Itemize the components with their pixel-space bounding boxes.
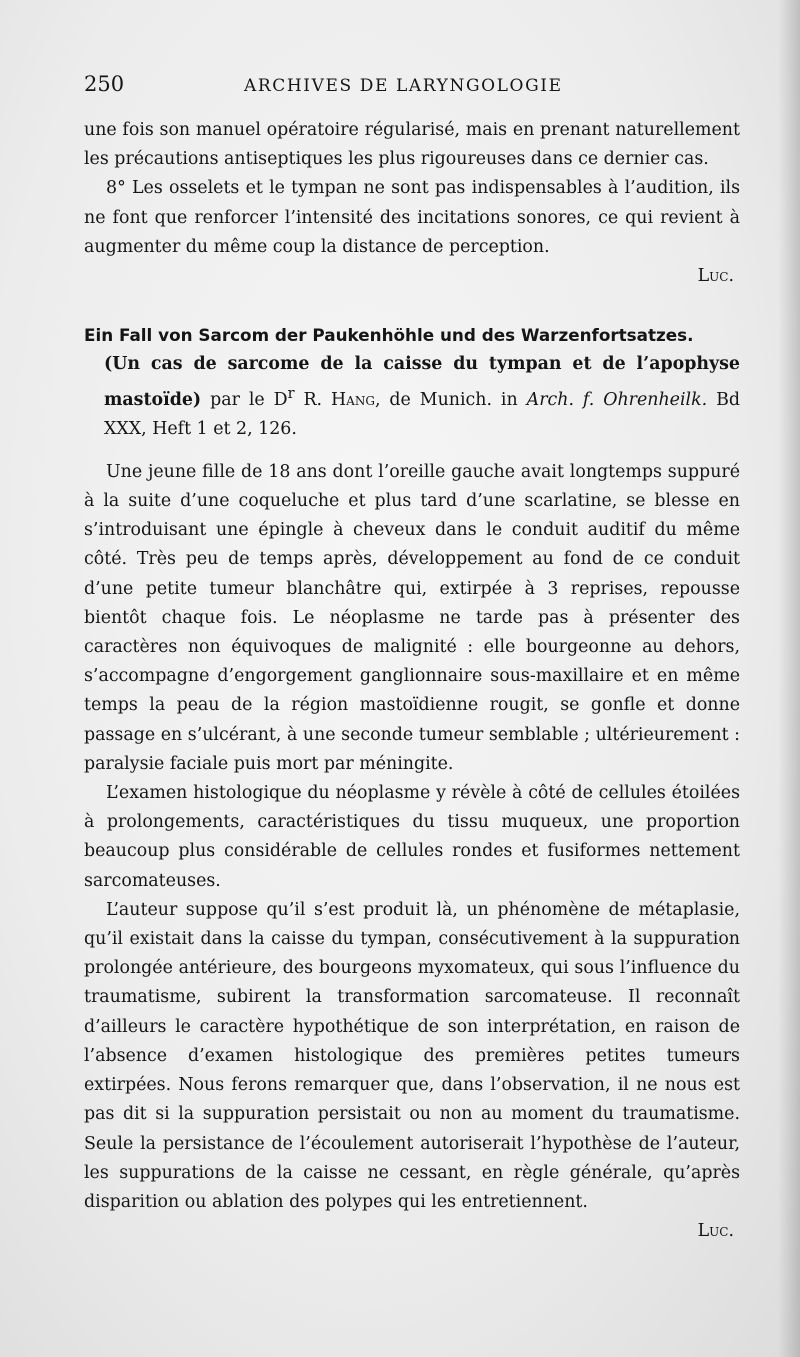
previous-review-conclusion: 8° Les osselets et le tympan ne sont pas indispensables à l’audition, ils ne font que renforcer l’intensité des incitations sonores, ce qui revient à augmenter du même coup la distance de perception. bbox=[84, 178, 740, 257]
section-gap bbox=[84, 444, 740, 458]
article-citation bbox=[84, 350, 740, 443]
page-body bbox=[84, 116, 740, 1246]
article-title-german: Ein Fall von Sarcom der Paukenhöhle und des Warzenfortsatzes. bbox=[84, 325, 694, 346]
page-header bbox=[84, 72, 744, 102]
previous-review-signature: Luc. bbox=[697, 266, 734, 287]
article-paragraph-1: Une jeune fille de 18 ans dont l’oreille gauche avait longtemps suppuré à la suite d’une coqueluche et plus tard d’une scarlatine, se blesse en s’introduisant une épingle à cheveux dans le conduit auditif du même côté. Très peu de temps après, développement au fond de ce conduit d’une petite tumeur blanchâtre qui, extirpée à 3 reprises, repousse bientôt chaque fois. Le néoplasme ne tarde pas à présenter des caractères non équivoques de malignité : elle bourgeonne au dehors, s’accompagne d’engorgement ganglionnaire sous-maxillaire et en même temps la peau de la région mastoïdienne rougit, se gonfle et donne passage en s’ulcérant, à une seconde tumeur semblable ; ultérieurement : paralysie faciale puis mort par méningite. bbox=[84, 461, 740, 774]
page-edge-shadow bbox=[778, 0, 800, 1357]
article-signature: Luc. bbox=[697, 1221, 734, 1242]
previous-review-paragraph: une fois son manuel opératoire régularisé, mais en prenant naturellement les précautions antiseptiques les plus rigoureuses dans ce dernier cas. bbox=[84, 120, 740, 170]
citation-journal: Arch. f. Ohrenheilk. bbox=[526, 389, 708, 410]
citation-by: par le D bbox=[201, 389, 288, 410]
article-title bbox=[84, 321, 740, 350]
page-number: 250 bbox=[84, 72, 125, 96]
citation-author-initial: R. bbox=[294, 389, 332, 410]
article-paragraph-3: L’auteur suppose qu’il s’est produit là, un phénomène de métaplasie, qu’il existait dans la caisse du tympan, consécutivement à la suppuration prolongée antérieure, des bourgeons myxomateux, qui sous l’influence du traumatisme, subirent la transformation sarcomateuse. Il reconnaît d’ailleurs le caractère hypothétique de son interprétation, en raison de l’absence d’examen histologique des premières petites tumeurs extirpées. Nous ferons remarquer que, dans l’observation, il ne nous est pas dit si la suppuration persistait ou non au moment du traumatisme. Seule la persistance de l’écoulement autoriserait l’hypothèse de l’auteur, les suppurations de la caisse ne cessant, en règle générale, qu’après disparition ou ablation des polypes qui les entretiennent. bbox=[84, 899, 740, 1212]
article-title-french: (Un cas de sarcome de la caisse du tympan et de l’apophyse mastoïde) bbox=[104, 354, 740, 410]
citation-author-name: Hang bbox=[331, 389, 375, 410]
citation-place: , de Munich. in bbox=[374, 389, 527, 410]
running-title: ARCHIVES DE LARYNGOLOGIE bbox=[244, 76, 563, 96]
article-paragraph-2: L’examen histologique du néoplasme y révèle à côté de cellules étoilées à prolongements, caractéristiques du tissu muqueux, une proportion beaucoup plus considérable de cellules rondes et fusiformes nettement sarcomateuses. bbox=[84, 783, 740, 891]
citation-dr-superscript: r bbox=[287, 385, 295, 402]
citation-volume: Bd XXX, Heft 1 et 2, 126. bbox=[104, 389, 740, 439]
